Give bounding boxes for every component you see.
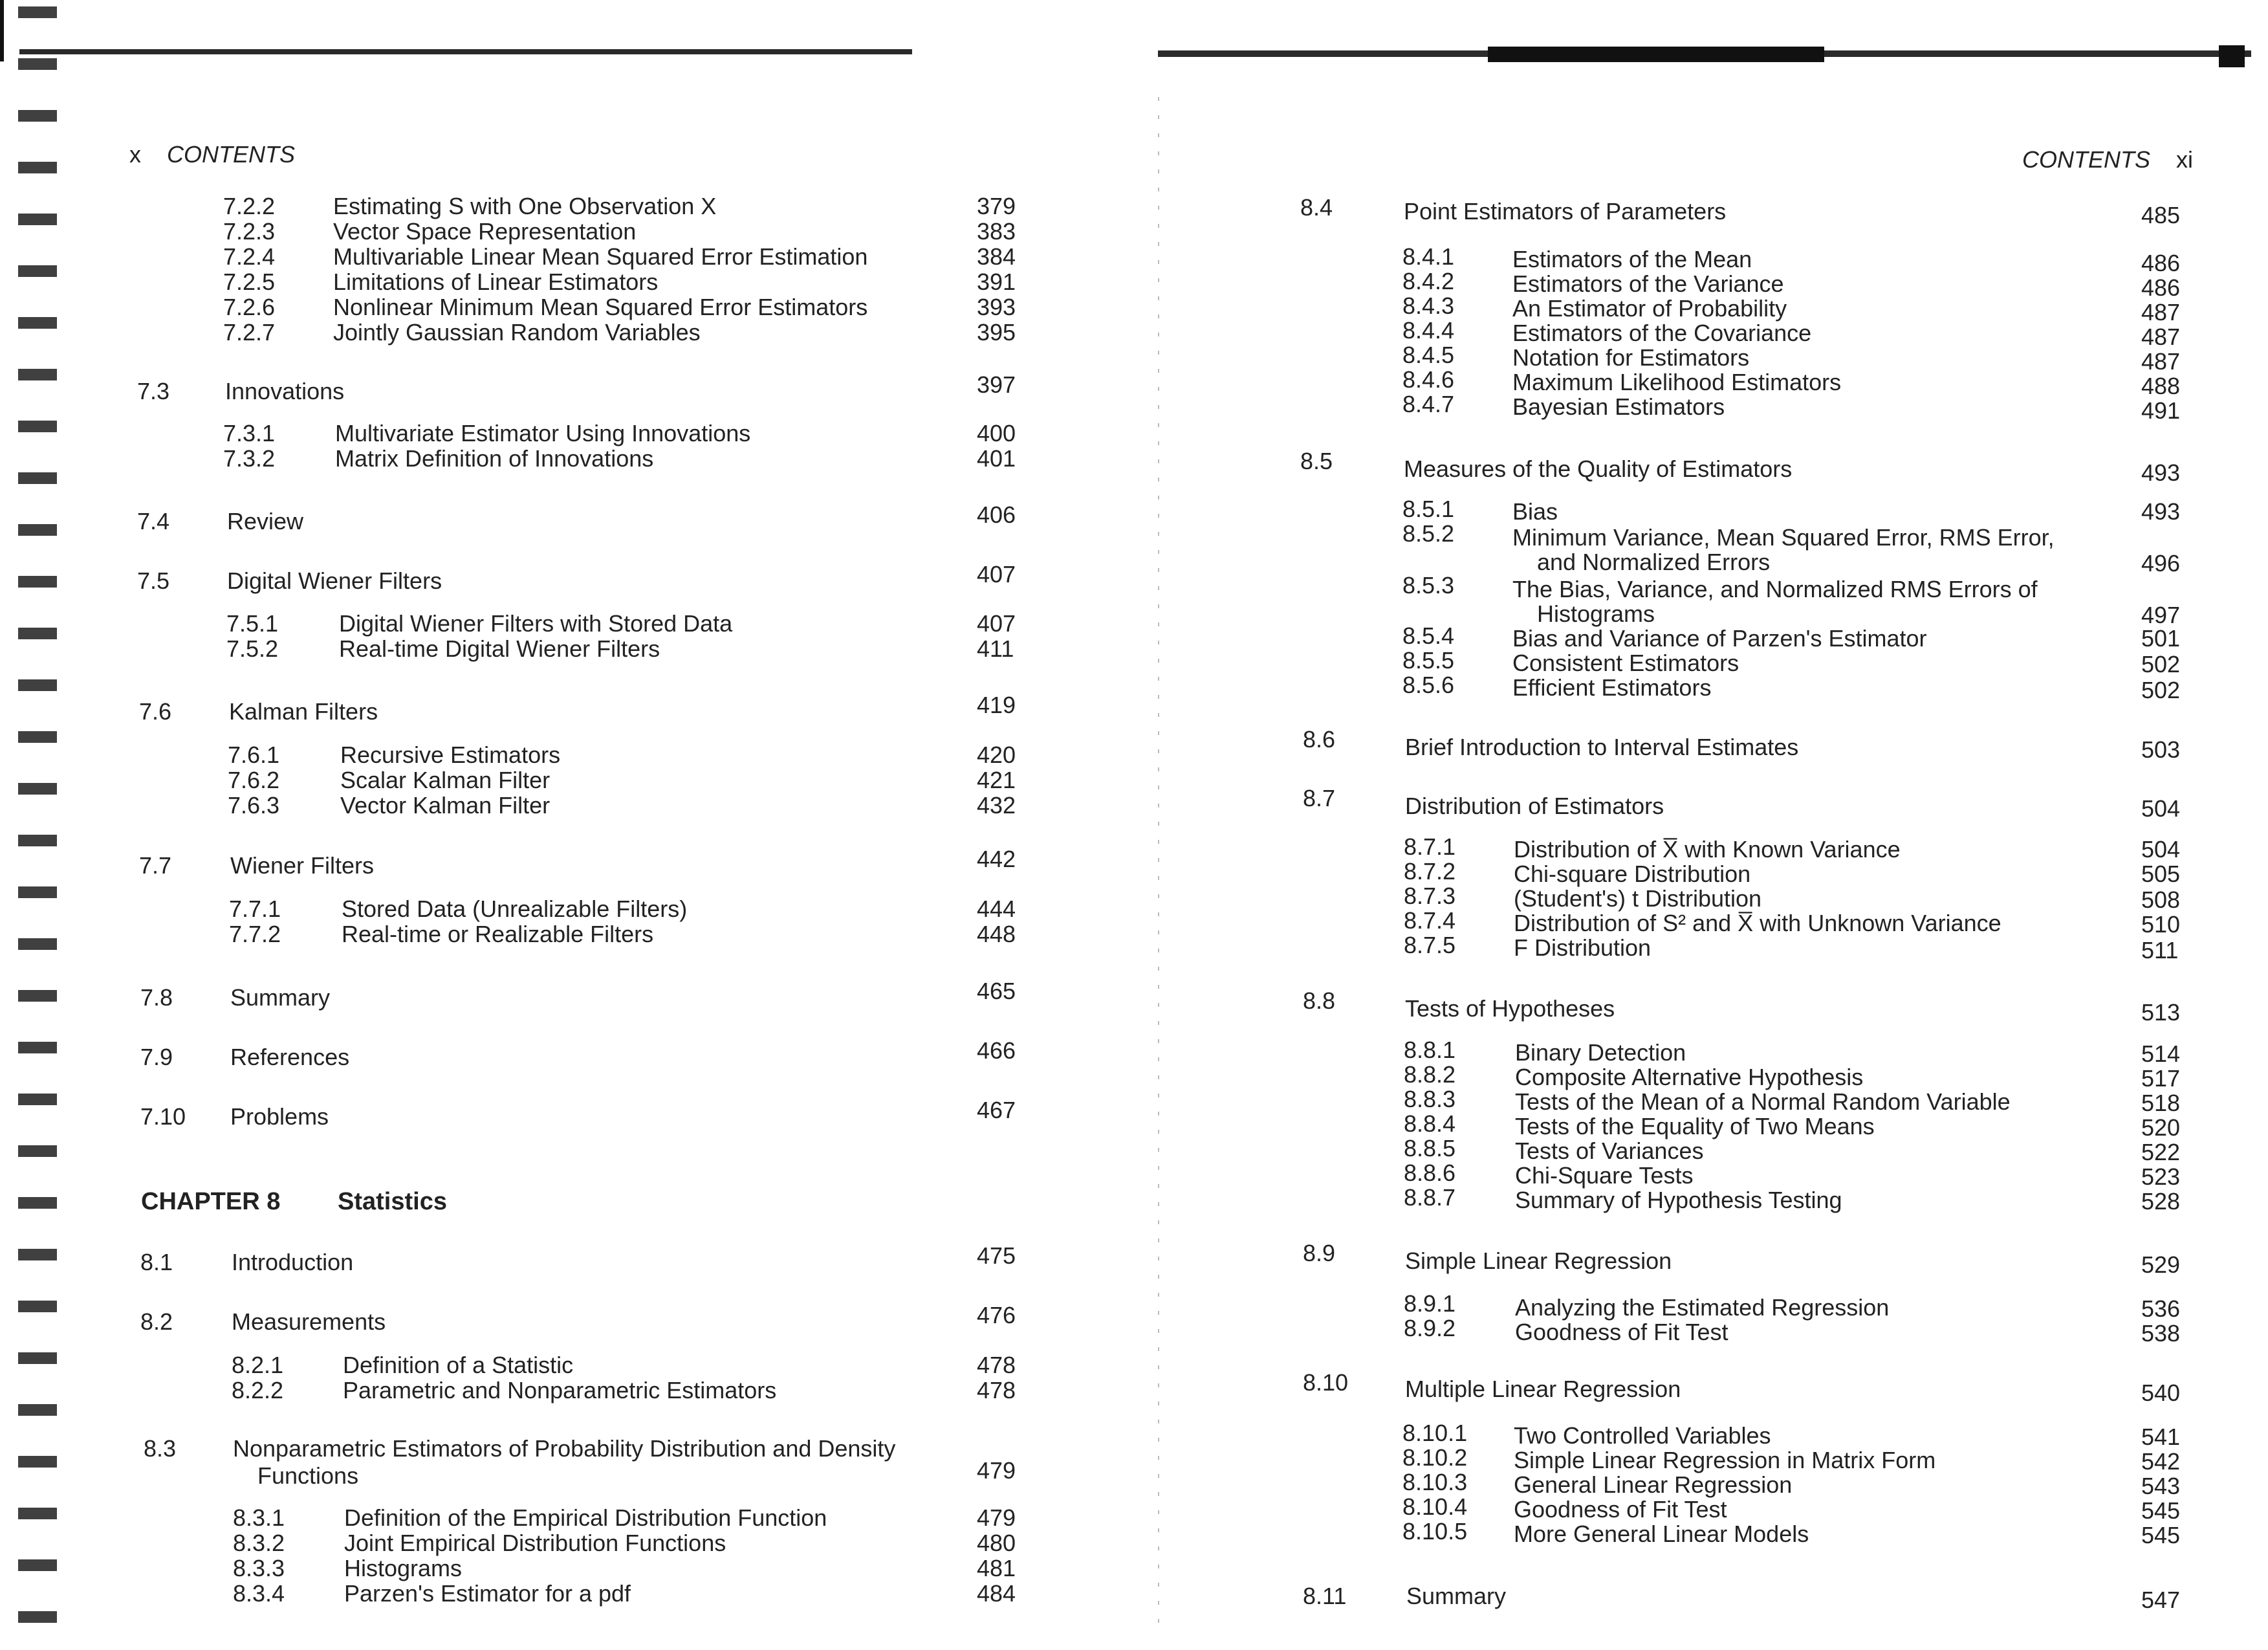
toc-number: 8.4.2 [1402, 268, 1455, 294]
toc-page: 520 [2141, 1114, 2181, 1141]
toc-title: Goodness of Fit Test [1514, 1496, 1727, 1523]
toc-page: 522 [2141, 1139, 2181, 1165]
toc-page: 395 [977, 319, 1016, 346]
toc-title: Tests of Hypotheses [1405, 995, 1615, 1022]
running-head-label: CONTENTS [167, 141, 296, 168]
toc-title: Definition of the Empirical Distribution Function [344, 1504, 827, 1531]
scan-top-edge-corner [2219, 45, 2245, 67]
toc-title: Minimum Variance, Mean Squared Error, RMS Error, [1512, 524, 2055, 551]
toc-number: 7.5.1 [226, 610, 279, 637]
toc-title: References [230, 1044, 350, 1070]
chapter-heading [141, 1188, 447, 1216]
toc-title: Estimating S with One Observation X [333, 193, 717, 219]
toc-page: 383 [977, 218, 1016, 245]
toc-title: Review [227, 508, 304, 534]
toc-title: (Student's) t Distribution [1514, 885, 1762, 912]
toc-number: 7.9 [140, 1044, 173, 1070]
running-head-label: CONTENTS [2022, 146, 2150, 173]
toc-page: 487 [2141, 299, 2181, 325]
toc-title: Jointly Gaussian Random Variables [333, 319, 701, 346]
toc-page: 478 [977, 1377, 1016, 1403]
toc-title-continued: Functions [257, 1462, 359, 1489]
toc-page: 487 [2141, 324, 2181, 350]
toc-number: 8.5.1 [1402, 496, 1455, 522]
toc-number: 8.1 [140, 1249, 173, 1275]
page-gutter [1158, 97, 1159, 1637]
toc-title: An Estimator of Probability [1512, 295, 1787, 322]
toc-number: 8.4 [1300, 194, 1333, 221]
toc-title: Notation for Estimators [1512, 344, 1750, 371]
toc-number: 8.8.4 [1404, 1110, 1456, 1137]
toc-number: 8.4.3 [1402, 292, 1455, 319]
toc-page: 545 [2141, 1497, 2181, 1524]
toc-number: 8.10.4 [1402, 1493, 1468, 1520]
toc-page: 545 [2141, 1522, 2181, 1548]
toc-title: Consistent Estimators [1512, 650, 1739, 676]
toc-number: 8.10.2 [1402, 1444, 1468, 1471]
toc-number: 8.8.3 [1404, 1086, 1456, 1112]
toc-number: 7.6 [139, 698, 172, 725]
toc-page: 486 [2141, 250, 2181, 276]
toc-title: Stored Data (Unrealizable Filters) [342, 896, 688, 922]
toc-title: Introduction [232, 1249, 354, 1275]
scan-top-edge-left [19, 49, 912, 54]
toc-number: 7.7.2 [229, 921, 281, 947]
toc-title: The Bias, Variance, and Normalized RMS Errors of [1512, 576, 2038, 602]
toc-page: 479 [977, 1504, 1016, 1531]
toc-number: 8.8 [1303, 987, 1336, 1014]
toc-title: Multivariate Estimator Using Innovations [335, 420, 751, 446]
toc-number: 8.3.3 [233, 1555, 285, 1581]
toc-page: 504 [2141, 836, 2181, 863]
toc-number: 8.8.1 [1404, 1037, 1456, 1063]
toc-number: 8.10.5 [1402, 1518, 1468, 1545]
toc-title: Simple Linear Regression [1405, 1248, 1672, 1274]
toc-number: 8.3.4 [233, 1580, 285, 1607]
toc-page: 419 [977, 692, 1016, 718]
toc-number: 8.2.1 [232, 1352, 284, 1378]
toc-page: 491 [2141, 397, 2181, 424]
toc-title: Limitations of Linear Estimators [333, 269, 659, 295]
toc-page: 513 [2141, 999, 2181, 1026]
toc-number: 8.2.2 [232, 1377, 284, 1403]
toc-title: More General Linear Models [1514, 1521, 1809, 1547]
toc-title: Analyzing the Estimated Regression [1515, 1294, 1890, 1321]
toc-number: 8.5.6 [1402, 672, 1455, 698]
toc-page: 467 [977, 1097, 1016, 1123]
toc-title-continued: and Normalized Errors [1537, 549, 1771, 575]
toc-title: Multivariable Linear Mean Squared Error Estimation [333, 243, 868, 270]
toc-page: 514 [2141, 1040, 2181, 1067]
toc-number: 8.5.4 [1402, 622, 1455, 649]
toc-number: 7.8 [140, 984, 173, 1011]
toc-number: 7.4 [137, 508, 170, 534]
toc-title: Multiple Linear Regression [1405, 1376, 1681, 1402]
toc-page: 517 [2141, 1065, 2181, 1092]
toc-title: Composite Alternative Hypothesis [1515, 1064, 1864, 1090]
toc-title: Summary of Hypothesis Testing [1515, 1187, 1842, 1213]
toc-page: 511 [2141, 937, 2179, 963]
toc-title: Measurements [232, 1308, 386, 1335]
toc-number: 8.8.2 [1404, 1061, 1456, 1088]
toc-page: 523 [2141, 1163, 2181, 1190]
toc-title: Summary [1406, 1583, 1507, 1609]
toc-title: Vector Space Representation [333, 218, 637, 245]
toc-page: 505 [2141, 861, 2181, 887]
toc-page: 448 [977, 921, 1016, 947]
toc-number: 7.3 [137, 378, 170, 404]
chapter-number: CHAPTER 8 [141, 1188, 281, 1215]
toc-page: 476 [977, 1302, 1016, 1328]
toc-number: 7.7.1 [229, 896, 281, 922]
toc-page: 465 [977, 978, 1016, 1004]
toc-page: 407 [977, 561, 1016, 588]
toc-number: 8.3.2 [233, 1530, 285, 1556]
toc-title: Tests of the Equality of Two Means [1515, 1113, 1875, 1139]
toc-title: Estimators of the Covariance [1512, 320, 1812, 346]
toc-number: 7.6.2 [228, 767, 280, 793]
toc-page: 400 [977, 420, 1016, 446]
toc-page: 484 [977, 1580, 1016, 1607]
toc-page: 444 [977, 896, 1016, 922]
toc-title: Distribution of S² and X̅ with Unknown Variance [1514, 910, 2001, 936]
toc-page: 478 [977, 1352, 1016, 1378]
toc-number: 8.3.1 [233, 1504, 285, 1531]
toc-page: 487 [2141, 348, 2181, 375]
toc-page: 493 [2141, 498, 2181, 525]
toc-page: 501 [2141, 625, 2181, 652]
toc-number: 8.7.4 [1404, 907, 1456, 934]
toc-number: 8.8.7 [1404, 1184, 1456, 1211]
toc-number: 7.5 [137, 567, 170, 594]
toc-page: 384 [977, 243, 1016, 270]
toc-title: Chi-Square Tests [1515, 1162, 1694, 1189]
toc-number: 7.2.7 [223, 319, 276, 346]
toc-title: Recursive Estimators [340, 742, 561, 768]
toc-page: 379 [977, 193, 1016, 219]
toc-page: 421 [977, 767, 1016, 793]
toc-title: Estimators of the Variance [1512, 270, 1784, 297]
toc-number: 8.11 [1303, 1583, 1347, 1609]
toc-number: 8.4.5 [1402, 342, 1455, 368]
toc-title: Measures of the Quality of Estimators [1404, 456, 1793, 482]
toc-page: 502 [2141, 677, 2181, 703]
toc-title: Joint Empirical Distribution Functions [344, 1530, 726, 1556]
toc-title: Efficient Estimators [1512, 674, 1712, 701]
toc-number: 7.3.1 [223, 420, 276, 446]
toc-title: Bias [1512, 498, 1558, 525]
toc-title: Maximum Likelihood Estimators [1512, 369, 1842, 395]
toc-title: Brief Introduction to Interval Estimates [1405, 734, 1799, 760]
toc-page: 466 [977, 1037, 1016, 1064]
toc-page: 542 [2141, 1448, 2181, 1475]
toc-number: 8.5.5 [1402, 647, 1455, 674]
folio: xi [2176, 146, 2193, 173]
toc-page: 538 [2141, 1320, 2181, 1347]
toc-page: 488 [2141, 373, 2181, 399]
toc-title: Histograms [344, 1555, 463, 1581]
toc-page: 485 [2141, 202, 2181, 228]
toc-title: Innovations [225, 378, 345, 404]
toc-number: 8.6 [1303, 726, 1336, 753]
toc-title: Matrix Definition of Innovations [335, 445, 654, 472]
toc-title: Nonlinear Minimum Mean Squared Error Estimators [333, 294, 868, 320]
toc-title: Digital Wiener Filters [227, 567, 442, 594]
toc-number: 7.2.5 [223, 269, 276, 295]
toc-title: Scalar Kalman Filter [340, 767, 551, 793]
toc-page: 486 [2141, 274, 2181, 301]
toc-number: 7.5.2 [226, 635, 279, 662]
toc-number: 8.7.1 [1404, 833, 1456, 860]
toc-title: Real-time Digital Wiener Filters [339, 635, 660, 662]
toc-page: 510 [2141, 911, 2181, 938]
toc-title: Distribution of Estimators [1405, 793, 1664, 819]
toc-title: Simple Linear Regression in Matrix Form [1514, 1447, 1936, 1473]
toc-title: Nonparametric Estimators of Probability Distribution and Density [233, 1435, 896, 1462]
toc-page: 480 [977, 1530, 1016, 1556]
toc-page: 503 [2141, 736, 2181, 763]
toc-page: 391 [977, 269, 1016, 295]
toc-page: 442 [977, 846, 1016, 872]
toc-title: General Linear Regression [1514, 1471, 1793, 1498]
toc-number: 7.2.3 [223, 218, 276, 245]
toc-title: Digital Wiener Filters with Stored Data [339, 610, 733, 637]
toc-number: 8.7.5 [1404, 932, 1456, 958]
toc-title: Definition of a Statistic [343, 1352, 574, 1378]
spiral-binding [0, 0, 65, 1650]
running-head-left [129, 141, 295, 168]
toc-title: Binary Detection [1515, 1039, 1686, 1066]
toc-page: 497 [2141, 602, 2181, 628]
toc-number: 7.3.2 [223, 445, 276, 472]
toc-title: Tests of the Mean of a Normal Random Variable [1515, 1088, 2011, 1115]
scan-top-edge-shadow [1488, 47, 1824, 62]
toc-page: 407 [977, 610, 1016, 637]
toc-title-continued: Histograms [1537, 600, 1655, 627]
toc-page: 481 [977, 1555, 1016, 1581]
toc-page: 406 [977, 501, 1016, 528]
toc-title: Estimators of the Mean [1512, 246, 1752, 272]
toc-number: 8.8.6 [1404, 1160, 1456, 1186]
toc-title: Bayesian Estimators [1512, 393, 1725, 420]
toc-number: 8.4.6 [1402, 366, 1455, 393]
toc-page: 420 [977, 742, 1016, 768]
toc-number: 8.7.2 [1404, 858, 1456, 885]
toc-number: 8.7 [1303, 785, 1336, 811]
toc-number: 8.9.2 [1404, 1315, 1456, 1341]
toc-number: 8.5 [1300, 448, 1333, 474]
toc-number: 8.4.1 [1402, 243, 1455, 270]
toc-number: 8.9.1 [1404, 1290, 1456, 1317]
toc-number: 7.10 [140, 1103, 186, 1130]
toc-title: Parametric and Nonparametric Estimators [343, 1377, 777, 1403]
toc-number: 7.2.4 [223, 243, 276, 270]
toc-number: 8.3 [144, 1435, 177, 1462]
toc-page: 475 [977, 1242, 1016, 1269]
toc-title: Wiener Filters [230, 852, 375, 879]
toc-number: 7.6.3 [228, 792, 280, 819]
toc-title: Goodness of Fit Test [1515, 1319, 1728, 1345]
toc-number: 7.6.1 [228, 742, 280, 768]
toc-page: 496 [2141, 550, 2181, 577]
toc-page: 540 [2141, 1380, 2181, 1406]
toc-page: 479 [977, 1457, 1016, 1484]
toc-title: Problems [230, 1103, 329, 1130]
toc-page: 547 [2141, 1587, 2181, 1613]
toc-page: 529 [2141, 1251, 2181, 1278]
toc-page: 504 [2141, 795, 2181, 822]
toc-title: Summary [230, 984, 331, 1011]
toc-page: 536 [2141, 1295, 2181, 1322]
toc-title: Point Estimators of Parameters [1404, 198, 1727, 225]
toc-title: Chi-square Distribution [1514, 861, 1751, 887]
toc-number: 8.4.7 [1402, 391, 1455, 417]
toc-page: 543 [2141, 1473, 2181, 1499]
toc-number: 8.5.3 [1402, 572, 1455, 599]
toc-number: 8.10.1 [1402, 1420, 1468, 1446]
toc-title: Distribution of X̅ with Known Variance [1514, 836, 1901, 863]
toc-number: 8.5.2 [1402, 520, 1455, 547]
toc-number: 7.2.2 [223, 193, 276, 219]
toc-number: 8.2 [140, 1308, 173, 1335]
toc-page: 508 [2141, 886, 2181, 913]
toc-page: 493 [2141, 459, 2181, 486]
toc-page: 518 [2141, 1090, 2181, 1116]
toc-title: Vector Kalman Filter [340, 792, 551, 819]
toc-page: 411 [977, 635, 1014, 662]
toc-page: 401 [977, 445, 1016, 472]
chapter-title: Statistics [338, 1188, 447, 1215]
toc-page: 397 [977, 371, 1016, 398]
toc-title: Bias and Variance of Parzen's Estimator [1512, 625, 1927, 652]
running-head-right [2022, 146, 2193, 173]
toc-title: Two Controlled Variables [1514, 1422, 1771, 1449]
toc-page: 502 [2141, 651, 2181, 677]
toc-title: Parzen's Estimator for a pdf [344, 1580, 631, 1607]
toc-page: 393 [977, 294, 1016, 320]
toc-title: F Distribution [1514, 934, 1652, 961]
toc-number: 8.10.3 [1402, 1469, 1468, 1495]
toc-number: 8.8.5 [1404, 1135, 1456, 1161]
folio: x [129, 141, 141, 168]
toc-number: 8.10 [1303, 1369, 1349, 1396]
toc-number: 8.4.4 [1402, 317, 1455, 344]
toc-number: 7.7 [139, 852, 172, 879]
toc-title: Kalman Filters [229, 698, 378, 725]
toc-number: 8.9 [1303, 1240, 1336, 1266]
toc-title: Real-time or Realizable Filters [342, 921, 654, 947]
toc-title: Tests of Variances [1515, 1138, 1704, 1164]
toc-page: 528 [2141, 1188, 2181, 1215]
toc-page: 432 [977, 792, 1016, 819]
toc-page: 541 [2141, 1424, 2181, 1450]
toc-number: 8.7.3 [1404, 883, 1456, 909]
toc-number: 7.2.6 [223, 294, 276, 320]
